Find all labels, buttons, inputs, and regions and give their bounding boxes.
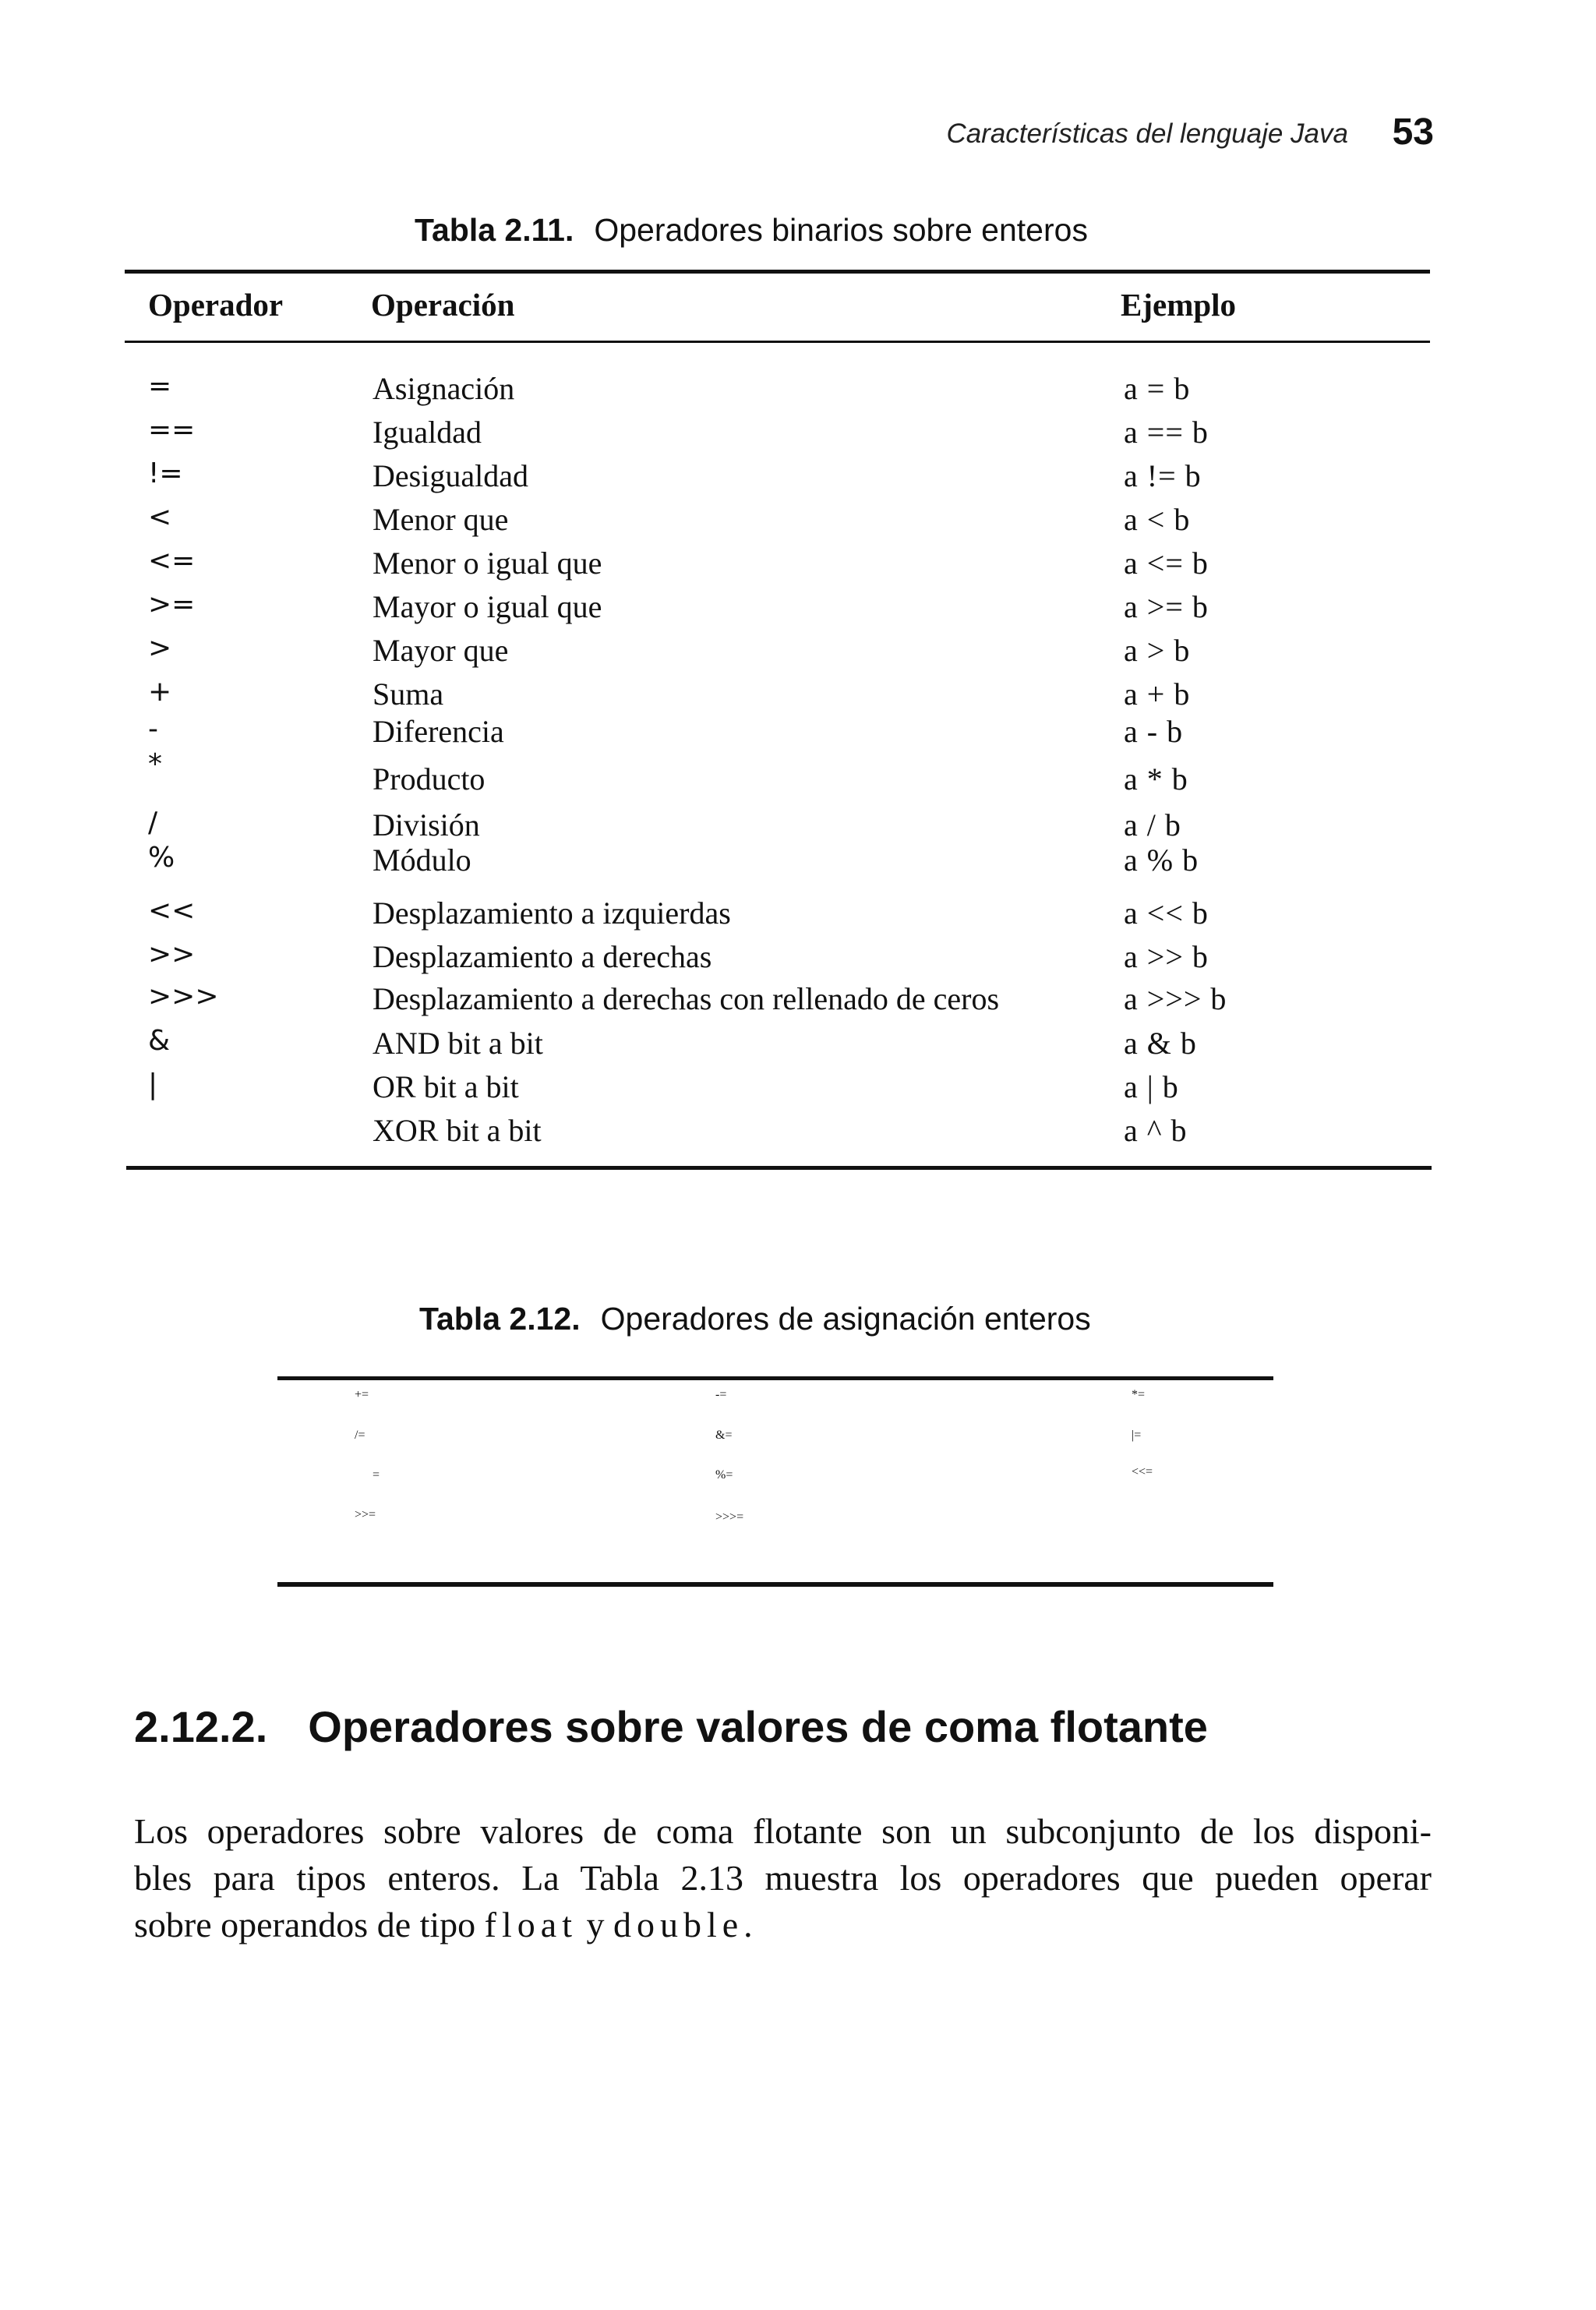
operator-cell: == [148,414,196,446]
example-cell: a >>> b [1124,981,1227,1016]
table-row [125,457,1430,501]
section-title: Operadores sobre valores de coma flotante [308,1702,1208,1751]
table-row [125,980,1430,1024]
example-cell: a == b [1124,415,1209,450]
operation-cell: Desplazamiento a izquierdas [373,895,731,931]
paragraph-line [134,1902,1432,1948]
operator-cell: * [148,748,162,780]
table-row [125,632,1430,676]
paragraph-text: sobre operandos de tipo [134,1905,485,1944]
operation-cell: Asignación [373,371,515,406]
table-cell: &= [715,1429,733,1442]
operation-cell: Diferencia [373,714,504,749]
table2-caption [419,1301,1091,1337]
table-cell: /= [355,1429,365,1442]
paragraph-line: bles para tipos enteros. La Tabla 2.13 muestra los operadores que pueden operar [134,1858,1432,1898]
table-cell: *= [1132,1388,1146,1401]
table-row [125,501,1430,545]
table2-bottom-rule [277,1582,1273,1587]
body-paragraph [134,1808,1432,1948]
paragraph-line: Los operadores sobre valores de coma flotante son un subconjunto de los disponi- [134,1811,1432,1851]
operation-cell: Mayor o igual que [373,589,602,624]
paragraph-text: y [577,1905,613,1944]
table1-caption-text: Operadores binarios sobre enteros [594,212,1088,248]
example-cell: a > b [1124,633,1191,668]
table-row [125,545,1430,588]
operator-cell: > [148,632,172,664]
operation-cell: OR bit a bit [373,1069,519,1104]
table2-caption-label: Tabla 2.12. [419,1301,581,1337]
table-cell: |= [1132,1429,1142,1442]
example-cell: a + b [1124,676,1191,712]
operation-cell: Desplazamiento a derechas [373,939,712,974]
table-row [125,1025,1430,1068]
table1-bottom-rule [126,1166,1432,1170]
example-cell: a <= b [1124,546,1209,581]
table1-header-rule [125,341,1430,343]
operator-cell: >>> [148,980,219,1012]
operation-cell: Desplazamiento a derechas con rellenado de ceros [373,981,1000,1016]
table-cell: = [373,1468,380,1482]
operator-cell: << [148,895,196,927]
table-row [125,748,1430,804]
operator-cell: & [148,1025,171,1057]
example-cell: a ^ b [1124,1113,1188,1148]
operator-cell: != [148,457,183,489]
operator-cell: >> [148,938,196,970]
table-row [125,938,1430,982]
example-cell: a % b [1124,842,1199,878]
operation-cell: Módulo [373,842,471,878]
table1-caption [415,212,1088,249]
table-row [125,588,1430,632]
table-row [125,414,1430,457]
page-number: 53 [1392,111,1434,153]
operation-cell: Menor que [373,502,509,537]
operation-cell: Igualdad [373,415,482,450]
operator-cell: | [148,1068,158,1100]
table-row [125,842,1430,885]
table-cell: <<= [1132,1465,1153,1478]
column-header-operador: Operador [148,287,284,323]
column-header-operacion: Operación [371,287,515,323]
table-row [125,1068,1430,1112]
table1-top-rule [125,270,1430,274]
running-title: Características del lenguaje Java [946,118,1348,149]
operator-cell: = [148,370,172,402]
operator-cell: <= [148,545,196,577]
operator-cell: % [148,842,175,874]
column-header-ejemplo: Ejemplo [1121,287,1237,323]
operation-cell: Producto [373,761,486,796]
operation-cell: XOR bit a bit [373,1113,542,1148]
example-cell: a << b [1124,895,1209,931]
table2-top-rule [277,1376,1273,1380]
table2-caption-text: Operadores de asignación enteros [600,1301,1091,1337]
example-cell: a * b [1124,761,1188,796]
table-cell: %= [715,1468,733,1482]
operator-cell: / [148,807,158,839]
table-cell: -= [715,1388,727,1401]
example-cell: a = b [1124,371,1191,406]
table-row [125,370,1430,414]
table1-caption-label: Tabla 2.11. [415,212,574,248]
section-number: 2.12.2. [134,1702,268,1751]
table-row [125,713,1430,757]
example-cell: a & b [1124,1026,1197,1061]
operator-cell: + [148,676,172,708]
operation-cell: Mayor que [373,633,509,668]
operator-cell: < [148,501,172,533]
operator-cell: - [148,713,158,745]
example-cell: a | b [1124,1069,1179,1104]
operator-cell: >= [148,588,196,620]
operation-cell: Desigualdad [373,458,528,493]
section-heading [134,1701,1208,1752]
running-head [888,111,1434,154]
example-cell: a != b [1124,458,1202,493]
operation-cell: División [373,807,480,842]
operation-cell: Menor o igual que [373,546,602,581]
table-cell: >>= [355,1508,376,1521]
table-row [125,895,1430,938]
table-row [125,1112,1430,1156]
table-cell: += [355,1388,369,1401]
operation-cell: AND bit a bit [373,1026,543,1061]
code-float: float [484,1905,577,1944]
example-cell: a >= b [1124,589,1209,624]
table1-header [125,286,1430,325]
operation-cell: Suma [373,676,444,712]
example-cell: a < b [1124,502,1191,537]
paragraph-text: . [743,1905,753,1944]
table-cell: >>>= [715,1510,744,1524]
example-cell: a / b [1124,807,1181,842]
code-double: double [613,1905,744,1944]
example-cell: a >> b [1124,939,1209,974]
example-cell: a - b [1124,714,1184,749]
